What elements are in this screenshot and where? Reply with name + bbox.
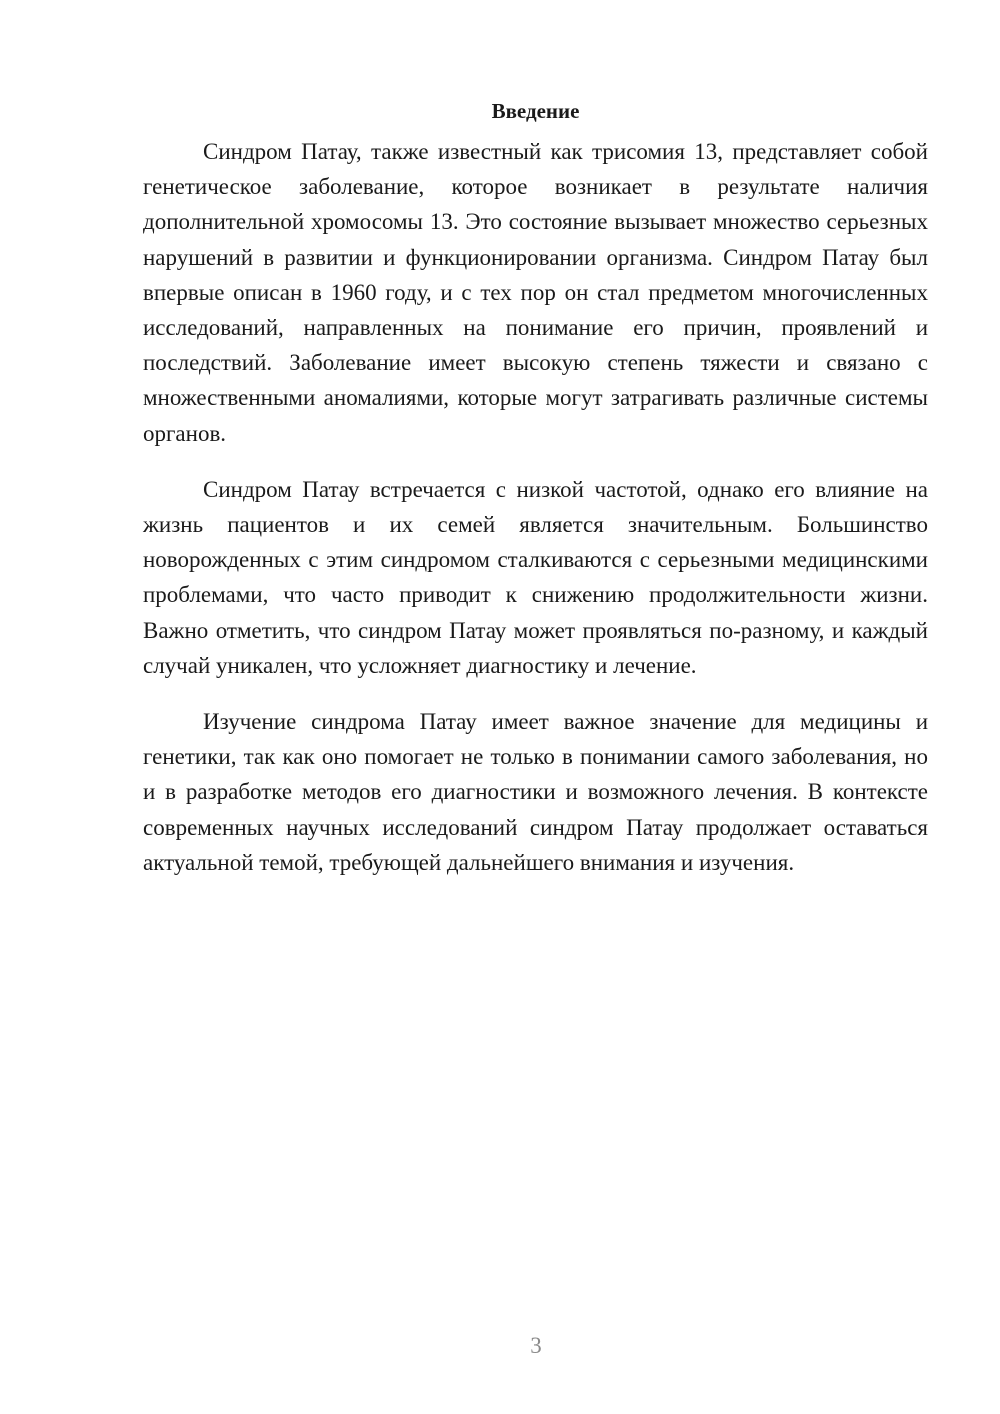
page-number: 3: [530, 1333, 542, 1358]
paragraph-3: Изучение синдрома Патау имеет важное значение для медицины и генетики, так как оно помогает не только в понимании самого заболевания, но и в разработке методов его диагностики и возможного лечения. В контексте современных научных исследований синдром Патау продолжает оставаться актуальной темой, требующей дальнейшего внимания и изучения.: [143, 709, 928, 875]
paragraph-2: Синдром Патау встречается с низкой частотой, однако его влияние на жизнь пациентов и их семей является значительным. Большинство новорожденных с этим синдромом сталкиваются с серьезными медицинскими проблемами, что часто приводит к снижению продолжительности жизни. Важно отметить, что синдром Патау может проявляться по-разному, и каждый случай уникален, что усложняет диагностику и лечение.: [143, 476, 928, 678]
page-content: [143, 96, 928, 901]
paragraph-1: Синдром Патау, также известный как трисомия 13, представляет собой генетическое заболевание, которое возникает в результате наличия дополнительной хромосомы 13. Это состояние вызывает множество серьезных нарушений в развитии и функционировании организма. Синдром Патау был впервые описан в 1960 году, и с тех пор он стал предметом многочисленных исследований, направленных на понимание его причин, проявлений и последствий. Заболевание имеет высокую степень тяжести и связано с множественными аномалиями, которые могут затрагивать различные системы органов.: [143, 139, 928, 446]
section-heading: Введение: [491, 99, 580, 123]
